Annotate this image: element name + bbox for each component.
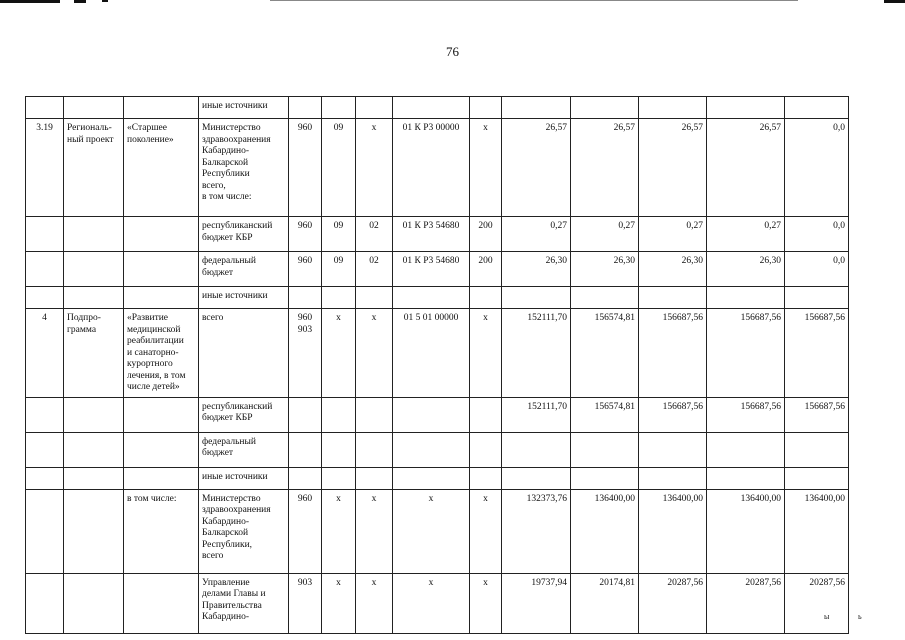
- table-cell: 26,30: [707, 252, 785, 287]
- table-cell: [393, 432, 470, 467]
- table-cell: [785, 287, 849, 309]
- table-cell: [289, 467, 322, 489]
- table-cell: Региональ- ный проект: [64, 119, 124, 217]
- table-row: [26, 119, 849, 217]
- table-cell: 01 5 01 00000: [393, 309, 470, 398]
- table-cell: [356, 287, 393, 309]
- table-cell: федеральный бюджет: [199, 432, 289, 467]
- table-cell: [26, 573, 64, 633]
- table-cell: иные источники: [199, 97, 289, 119]
- table-cell: 156687,56: [785, 309, 849, 398]
- table-row: [26, 97, 849, 119]
- table-cell: [470, 287, 502, 309]
- table-cell: [502, 467, 571, 489]
- table-cell: [124, 573, 199, 633]
- table-cell: 156687,56: [707, 309, 785, 398]
- table-cell: x: [470, 309, 502, 398]
- table-row: [26, 252, 849, 287]
- table-cell: [64, 217, 124, 252]
- table-row: [26, 287, 849, 309]
- table-cell: [571, 287, 639, 309]
- table-cell: 0,27: [707, 217, 785, 252]
- table-cell: [639, 287, 707, 309]
- table-cell: 132373,76: [502, 489, 571, 573]
- table-cell: [707, 97, 785, 119]
- table-cell: [26, 432, 64, 467]
- table-cell: x: [322, 573, 356, 633]
- table-cell: [502, 97, 571, 119]
- table-cell: 136400,00: [707, 489, 785, 573]
- table-cell: 09: [322, 252, 356, 287]
- table-cell: [322, 287, 356, 309]
- table-cell: [64, 252, 124, 287]
- table-cell: 903: [289, 573, 322, 633]
- table-cell: [571, 97, 639, 119]
- table-cell: [64, 397, 124, 432]
- table-cell: [707, 467, 785, 489]
- table-cell: [470, 467, 502, 489]
- budget-table: [25, 96, 849, 634]
- table-cell: федеральный бюджет: [199, 252, 289, 287]
- table-cell: 0,0: [785, 252, 849, 287]
- table-row: [26, 397, 849, 432]
- scan-mark-left-3: [102, 0, 108, 2]
- table-cell: x: [356, 309, 393, 398]
- table-cell: [356, 467, 393, 489]
- table-cell: [393, 467, 470, 489]
- table-cell: [124, 467, 199, 489]
- table-cell: [356, 397, 393, 432]
- table-cell: 3.19: [26, 119, 64, 217]
- table-cell: [707, 432, 785, 467]
- table-cell: [64, 489, 124, 573]
- table-cell: [356, 97, 393, 119]
- table-cell: 02: [356, 217, 393, 252]
- table-cell: иные источники: [199, 287, 289, 309]
- table-cell: 01 К Р3 54680: [393, 252, 470, 287]
- table-cell: [470, 432, 502, 467]
- table-cell: [289, 97, 322, 119]
- table-cell: 09: [322, 217, 356, 252]
- table-cell: [470, 397, 502, 432]
- table-cell: 136400,00: [571, 489, 639, 573]
- table-cell: x: [322, 489, 356, 573]
- scan-corner-mark-1: ы: [824, 612, 830, 621]
- table-cell: 01 К Р3 54680: [393, 217, 470, 252]
- table-row: [26, 489, 849, 573]
- table-cell: [502, 432, 571, 467]
- table-cell: 26,57: [707, 119, 785, 217]
- table-cell: 26,30: [571, 252, 639, 287]
- table-cell: [571, 432, 639, 467]
- scan-mark-left: [0, 0, 60, 3]
- table-cell: 156574,81: [571, 309, 639, 398]
- table-cell: 960 903: [289, 309, 322, 398]
- table-cell: [393, 287, 470, 309]
- table-row: [26, 467, 849, 489]
- table-cell: 152111,70: [502, 309, 571, 398]
- table-cell: [785, 97, 849, 119]
- table-cell: «Развитие медицинской реабилитации и санаторно- курортного лечения, в том числе детей»: [124, 309, 199, 398]
- table-cell: [64, 287, 124, 309]
- table-cell: 156687,56: [707, 397, 785, 432]
- table-cell: «Старшее поколение»: [124, 119, 199, 217]
- table-cell: Министерство здравоохранения Кабардино- Балкарской Республики всего, в том числе:: [199, 119, 289, 217]
- table-cell: 0,27: [502, 217, 571, 252]
- table-cell: 960: [289, 252, 322, 287]
- table-cell: 156687,56: [639, 397, 707, 432]
- table-cell: 4: [26, 309, 64, 398]
- table-cell: 156687,56: [639, 309, 707, 398]
- table-cell: 200: [470, 217, 502, 252]
- table-cell: [322, 397, 356, 432]
- table-cell: [26, 397, 64, 432]
- scan-mark-right: [884, 0, 905, 3]
- table-cell: x: [470, 489, 502, 573]
- table-cell: [470, 97, 502, 119]
- table-cell: [785, 467, 849, 489]
- table-cell: [64, 432, 124, 467]
- table-cell: 01 К Р3 00000: [393, 119, 470, 217]
- table-cell: [322, 97, 356, 119]
- table-cell: [64, 573, 124, 633]
- table-cell: в том числе:: [124, 489, 199, 573]
- table-cell: 20287,56: [707, 573, 785, 633]
- table-cell: [289, 397, 322, 432]
- table-cell: x: [470, 573, 502, 633]
- table-cell: [707, 287, 785, 309]
- table-row: [26, 217, 849, 252]
- table-cell: [502, 287, 571, 309]
- table-cell: Подпро- грамма: [64, 309, 124, 398]
- table-cell: 20287,56: [785, 573, 849, 633]
- table-cell: 152111,70: [502, 397, 571, 432]
- table-cell: 156574,81: [571, 397, 639, 432]
- table-cell: 960: [289, 217, 322, 252]
- table-cell: 156687,56: [785, 397, 849, 432]
- table-cell: [289, 287, 322, 309]
- table-cell: 26,30: [502, 252, 571, 287]
- scan-corner-mark-2: ь: [858, 612, 862, 621]
- table-cell: x: [470, 119, 502, 217]
- table-cell: [26, 467, 64, 489]
- table-cell: республиканский бюджет КБР: [199, 217, 289, 252]
- table-cell: 26,57: [571, 119, 639, 217]
- scan-mark-top-line: [270, 0, 798, 1]
- table-cell: x: [356, 573, 393, 633]
- table-cell: x: [356, 489, 393, 573]
- table-cell: 960: [289, 119, 322, 217]
- table-cell: 0,27: [639, 217, 707, 252]
- table-cell: [639, 432, 707, 467]
- table-row: [26, 432, 849, 467]
- table-cell: 0,0: [785, 217, 849, 252]
- table-cell: [289, 432, 322, 467]
- table-cell: [26, 489, 64, 573]
- table-cell: [393, 97, 470, 119]
- table-cell: x: [322, 309, 356, 398]
- table-cell: 200: [470, 252, 502, 287]
- table-cell: Министерство здравоохранения Кабардино- Балкарской Республики, всего: [199, 489, 289, 573]
- table-cell: x: [393, 573, 470, 633]
- table-cell: [64, 97, 124, 119]
- table-cell: [124, 252, 199, 287]
- table-cell: 20174,81: [571, 573, 639, 633]
- table-cell: [124, 432, 199, 467]
- table-cell: 26,57: [502, 119, 571, 217]
- table-cell: [322, 432, 356, 467]
- table-cell: 09: [322, 119, 356, 217]
- table-cell: [124, 217, 199, 252]
- table-cell: [26, 252, 64, 287]
- table-cell: 26,57: [639, 119, 707, 217]
- table-cell: республиканский бюджет КБР: [199, 397, 289, 432]
- scan-mark-left-2: [74, 0, 86, 3]
- table-cell: x: [356, 119, 393, 217]
- table-cell: [124, 397, 199, 432]
- table-cell: [64, 467, 124, 489]
- table-cell: 136400,00: [785, 489, 849, 573]
- table-cell: 20287,56: [639, 573, 707, 633]
- table-row: [26, 573, 849, 633]
- table-cell: [124, 97, 199, 119]
- table-cell: 0,0: [785, 119, 849, 217]
- table-cell: [785, 432, 849, 467]
- table-cell: [639, 467, 707, 489]
- table-cell: x: [393, 489, 470, 573]
- table-cell: всего: [199, 309, 289, 398]
- table-cell: [639, 97, 707, 119]
- table-cell: [356, 432, 393, 467]
- table-cell: 960: [289, 489, 322, 573]
- table-cell: [26, 217, 64, 252]
- table-cell: [393, 397, 470, 432]
- table-cell: [124, 287, 199, 309]
- table-cell: [26, 97, 64, 119]
- table-cell: 136400,00: [639, 489, 707, 573]
- table-cell: 26,30: [639, 252, 707, 287]
- table-cell: иные источники: [199, 467, 289, 489]
- table-cell: [571, 467, 639, 489]
- page-number: 76: [446, 44, 459, 59]
- table-cell: 02: [356, 252, 393, 287]
- table-cell: 19737,94: [502, 573, 571, 633]
- table-row: [26, 309, 849, 398]
- table-cell: [26, 287, 64, 309]
- table-cell: 0,27: [571, 217, 639, 252]
- table-cell: Управление делами Главы и Правительства Кабардино-: [199, 573, 289, 633]
- table-cell: [322, 467, 356, 489]
